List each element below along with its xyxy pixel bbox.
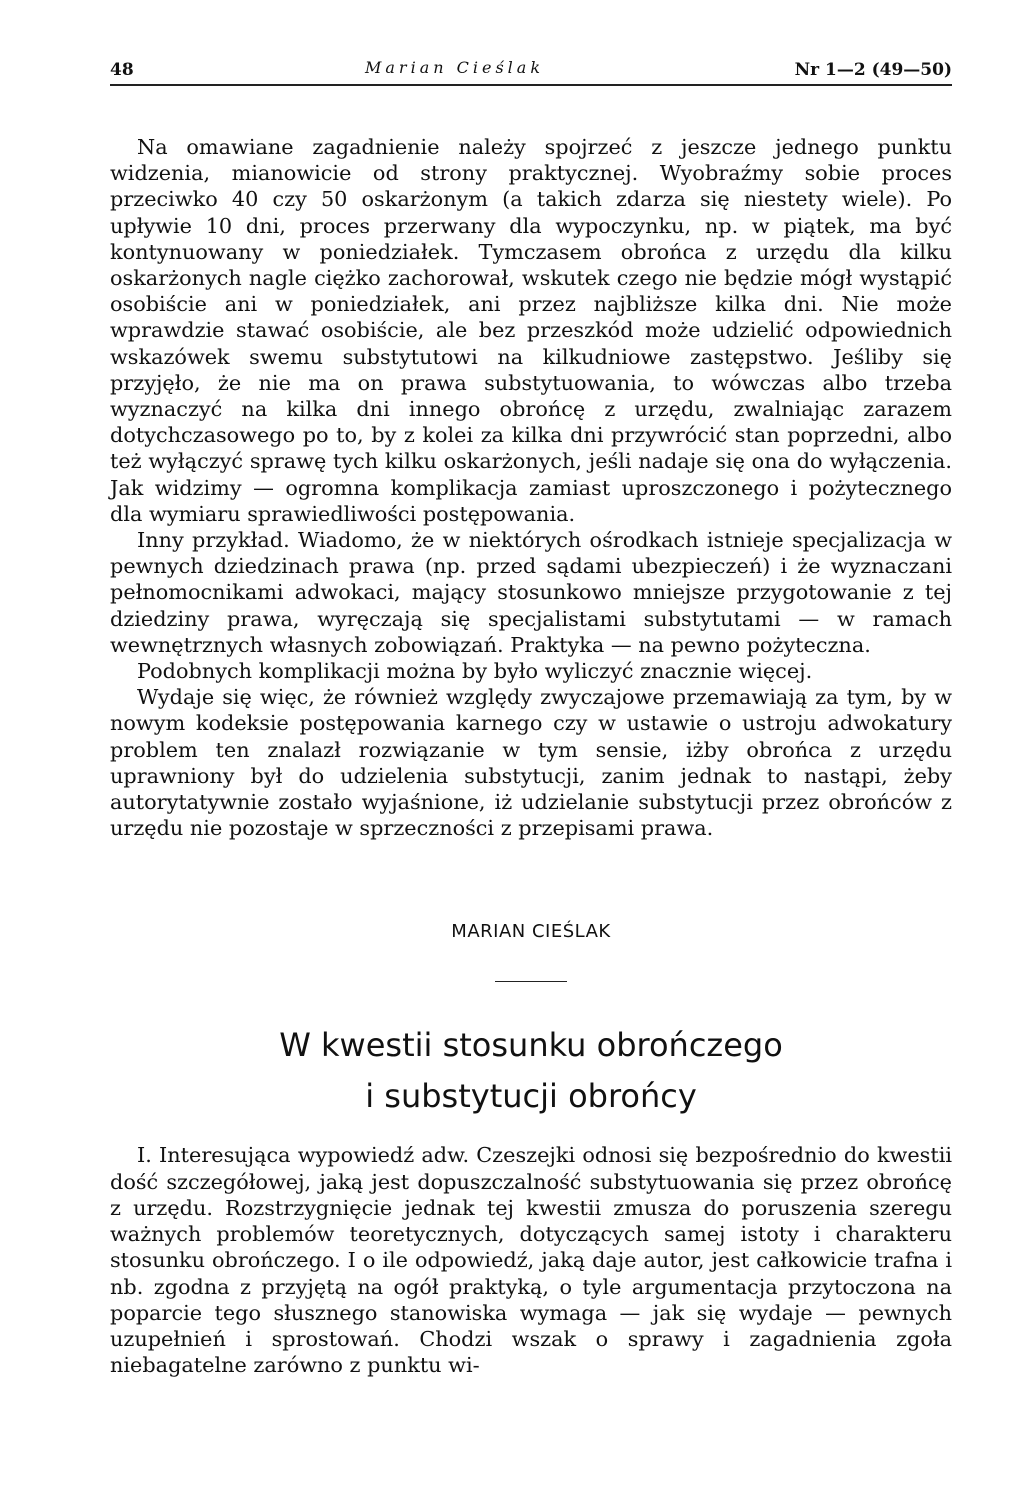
document-page [110, 48, 952, 1378]
paragraph: Na omawiane zagadnienie należy spojrzeć z jeszcze jednego punktu widzenia, mianowicie od strony praktycznej. Wyobraźmy sobie proces przeciwko 40 czy 50 oskarżonym (a takich zdarza się niestety wiele). Po upływie 10 dni, proces przerwany dla wypoczynku, np. w piątek, ma być kontynuowany w poniedziałek. Tymczasem obrońca z urzędu dla kilku oskarżonych nagle ciężko zachorował, wskutek czego nie będzie mógł wystąpić osobiście ani w poniedziałek, ani przez najbliższe kilka dni. Nie może wprawdzie stawać osobiście, ale bez przeszkód może udzielić odpowiednich wskazówek swemu substytutowi na kilkudniowe zastępstwo. Jeśliby się przyjęło, że nie ma on prawa substytuowania, to wówczas albo trzeba wyznaczyć na kilka dni innego obrońcę z urzędu, zwalniając zarazem dotychczasowego po to, by z kolei za kilka dni przywrócić stan poprzedni, albo też wyłączyć sprawę tych kilku oskarżonych, jeśli nadaje się ona do wyłączenia. Jak widzimy — ogromna komplikacja zamiast uproszczonego i pożytecznego dla wymiaru sprawiedliwości postępowania. [110, 135, 952, 526]
article-title [110, 1020, 952, 1122]
paragraph: Podobnych komplikacji można by było wyliczyć znacznie więcej. [137, 659, 813, 684]
article-author: MARIAN CIEŚLAK [451, 921, 611, 943]
paragraph: I. Interesująca wypowiedź adw. Czeszejki odnosi się bezpośrednio do kwestii dość szczegółowej, jaką jest dopuszczalność substytuowania się przez obrońcę z urzędu. Rozstrzygnięcie jednak tej kwestii zmusza do poruszenia szeregu ważnych problemów teoretycznych, dotyczących samej istoty i charakteru stosunku obrończego. I o ile odpowiedź, jaką daje autor, jest całkowicie trafna i nb. zgodna z przyjętą na ogół praktyką, o tyle argumentacja przytoczona na poparcie tego słusznego stanowiska wymaga — jak się wydaje — pewnych uzupełnień i sprostowań. Chodzi wszak o sprawy i zagadnienia zgoła niebagatelne zarówno z punktu wi- [110, 1143, 952, 1378]
previous-article-text [110, 134, 952, 841]
paragraph: Inny przykład. Wiadomo, że w niektórych ośrodkach istnieje specjalizacja w pewnych dziedzinach prawa (np. przed sądami ubezpieczeń) i że wyznaczani pełnomocnikami adwokaci, mający stosunkowo mniejsze przygotowanie z tej dziedziny prawa, wyręczają się specjalistami substytutami — w ramach wewnętrznych własnych zobowiązań. Praktyka — na pewno pożyteczna. [110, 528, 952, 657]
article-title-line: i substytucji obrońcy [365, 1077, 697, 1116]
running-header [110, 48, 952, 86]
paragraph: Wydaje się więc, że również względy zwyczajowe przemawiają za tym, by w nowym kodeksie postępowania karnego czy w ustawie o ustroju adwokatury problem ten znalazł rozwiązanie w tym sensie, iżby obrońca z urzędu uprawniony był do udzielenia substytucji, zanim jednak to nastąpi, żeby autorytatywnie zostało wyjaśnione, iż udzielanie substytucji przez obrońców z urzędu nie pozostaje w sprzeczności z przepisami prawa. [110, 685, 952, 841]
issue-number: Nr 1—2 (49—50) [794, 60, 952, 80]
page-number: 48 [110, 60, 134, 80]
article-title-line: W kwestii stosunku obrończego [279, 1026, 783, 1065]
separator-rule [495, 981, 567, 982]
running-author: Marian Cieślak [365, 58, 545, 77]
article-text [110, 1142, 952, 1378]
